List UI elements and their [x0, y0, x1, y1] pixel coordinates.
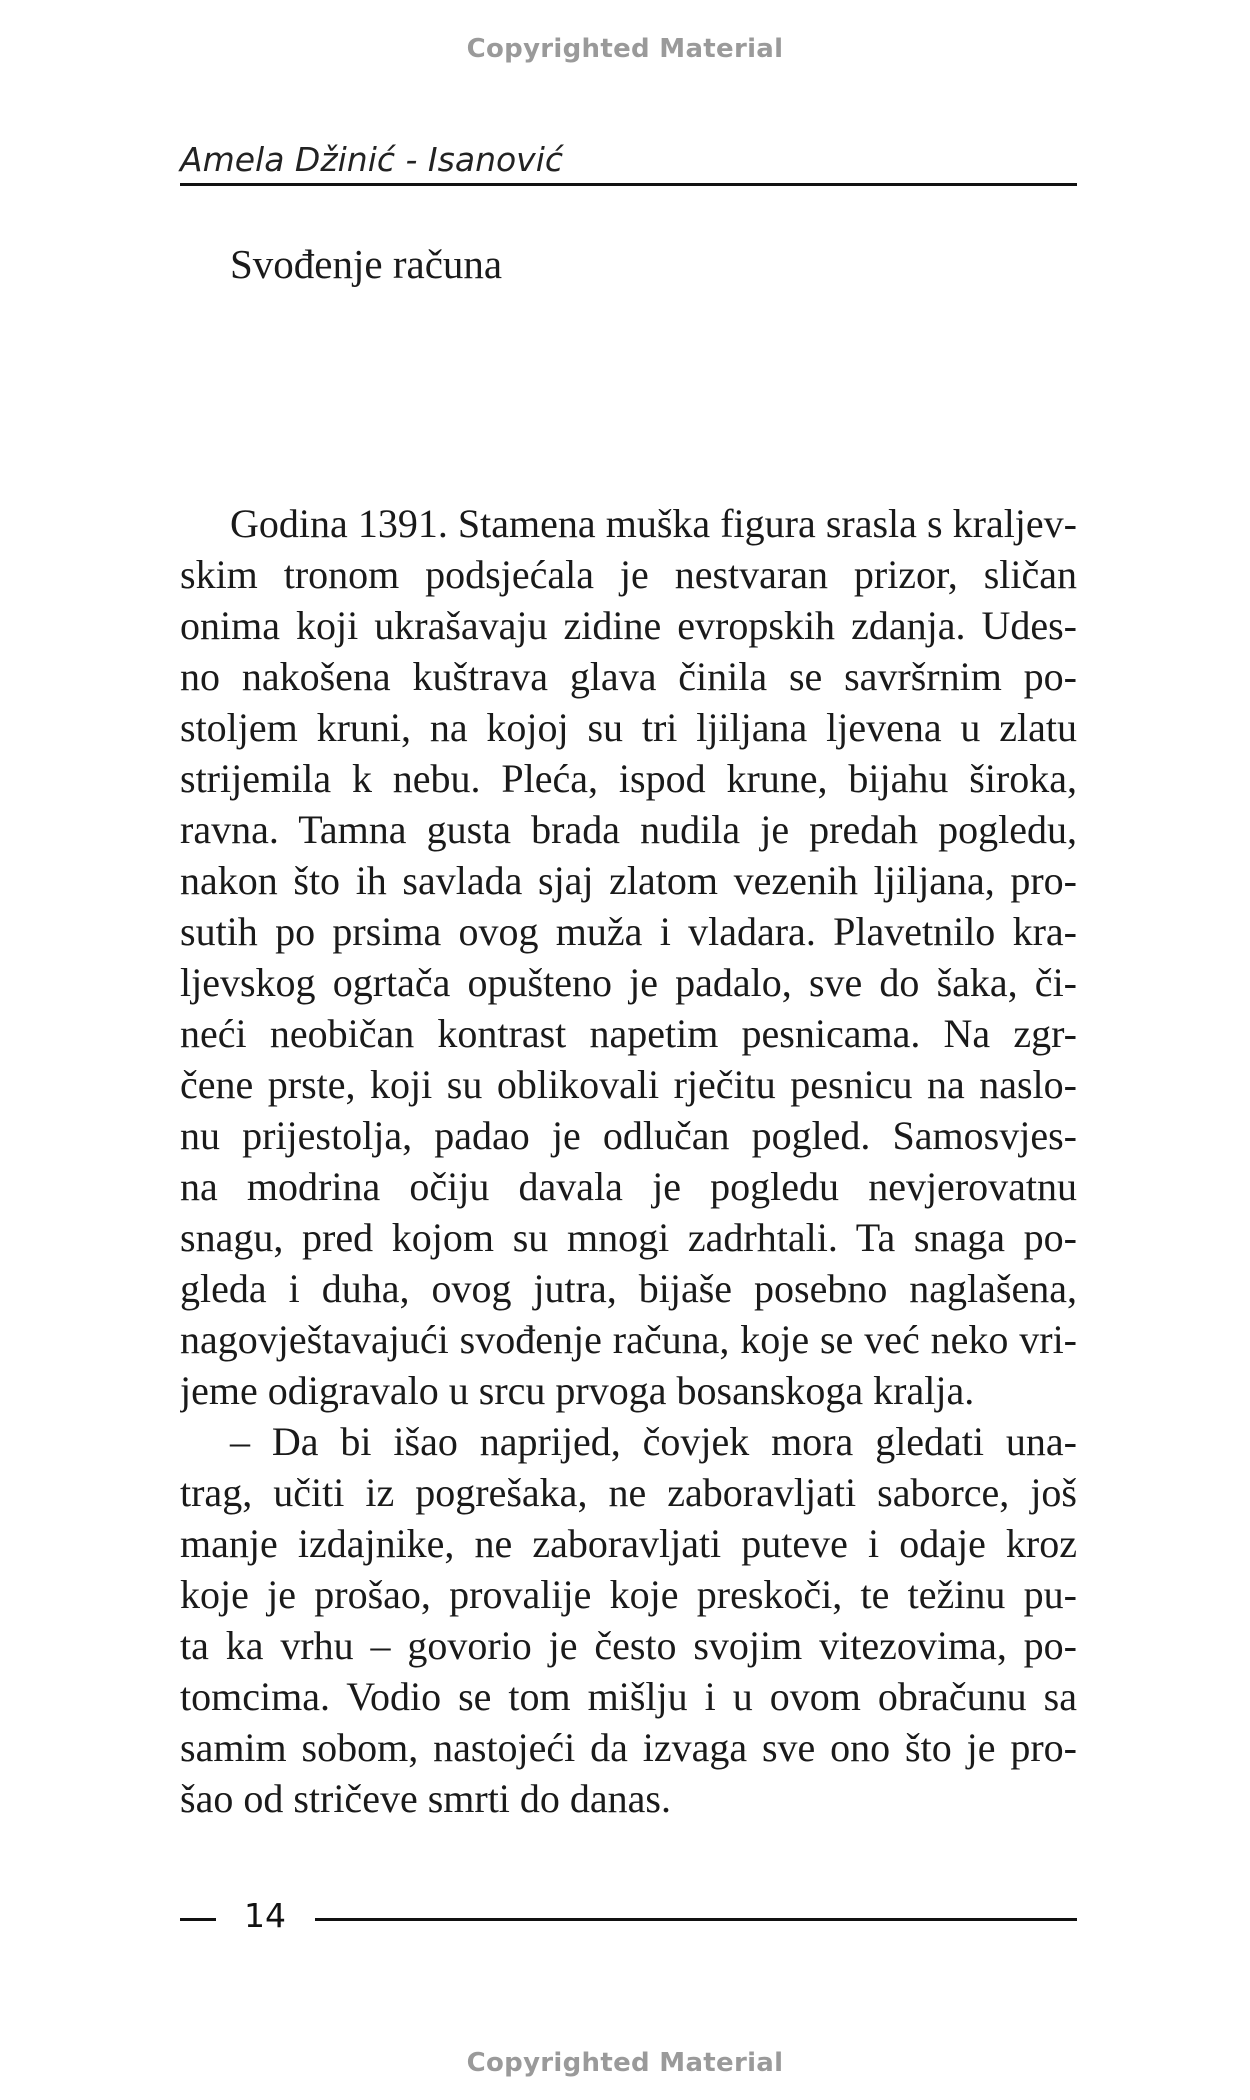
text-line: samim sobom, nastojeći da izvaga sve ono što je pro- — [180, 1725, 1077, 1770]
text-line: sutih po prsima ovog muža i vladara. Plavetnilo kra- — [180, 909, 1077, 954]
text-line: ravna. Tamna gusta brada nudila je predah pogledu, — [180, 807, 1077, 852]
text-line: no nakošena kuštrava glava činila se savršrnim po- — [180, 654, 1077, 699]
copyright-watermark-bottom: Copyrighted Material — [466, 2048, 784, 2078]
text-line: šao od stričeve smrti do danas. — [180, 1776, 671, 1821]
text-line: Godina 1391. Stamena muška figura srasla s kraljev- — [230, 501, 1077, 546]
text-line: nakon što ih savlada sjaj zlatom vezenih ljiljana, pro- — [180, 858, 1077, 903]
header-rule — [180, 183, 1077, 186]
copyright-watermark-top: Copyrighted Material — [466, 34, 784, 64]
text-line: trag, učiti iz pogrešaka, ne zaboravljati saborce, još — [180, 1470, 1077, 1515]
page-number: 14 — [244, 1896, 286, 1935]
text-line: čene prste, koji su oblikovali rječitu pesnicu na naslo- — [180, 1062, 1077, 1107]
text-line: stoljem kruni, na kojoj su tri ljiljana ljevena u zlatu — [180, 705, 1077, 750]
text-line: gleda i duha, ovog jutra, bijaše posebno naglašena, — [180, 1266, 1077, 1311]
text-line: ta ka vrhu – govorio je često svojim vitezovima, po- — [180, 1623, 1077, 1668]
text-line: onima koji ukrašavaju zidine evropskih zdanja. Udes- — [180, 603, 1077, 648]
text-line: koje je prošao, provalije koje preskoči, te težinu pu- — [180, 1572, 1077, 1617]
text-line: nu prijestolja, padao je odlučan pogled. Samosvjes- — [180, 1113, 1077, 1158]
text-line: ljevskog ogrtača opušteno je padalo, sve do šaka, či- — [180, 960, 1077, 1005]
body-text — [180, 498, 1077, 1824]
text-line: jeme odigravalo u srcu prvoga bosanskoga kralja. — [180, 1368, 975, 1413]
text-line: strijemila k nebu. Pleća, ispod krune, bijahu široka, — [180, 756, 1077, 801]
text-line: manje izdajnike, ne zaboravljati puteve i odaje kroz — [180, 1521, 1077, 1566]
footer-rule-left — [180, 1918, 216, 1921]
running-head-author: Amela Džinić - Isanović — [180, 140, 564, 179]
text-line: – Da bi išao naprijed, čovjek mora gledati una- — [230, 1419, 1077, 1464]
text-line: na modrina očiju davala je pogledu nevjerovatnu — [180, 1164, 1077, 1209]
text-line: skim tronom podsjećala je nestvaran prizor, sličan — [180, 552, 1077, 597]
footer-rule-right — [315, 1918, 1077, 1921]
chapter-title: Svođenje računa — [230, 241, 503, 287]
text-line: snagu, pred kojom su mnogi zadrhtali. Ta snaga po- — [180, 1215, 1077, 1260]
text-line: neći neobičan kontrast napetim pesnicama. Na zgr- — [180, 1011, 1077, 1056]
text-line: nagovještavajući svođenje računa, koje se već neko vri- — [180, 1317, 1077, 1362]
text-line: tomcima. Vodio se tom mišlju i u ovom obračunu sa — [180, 1674, 1077, 1719]
